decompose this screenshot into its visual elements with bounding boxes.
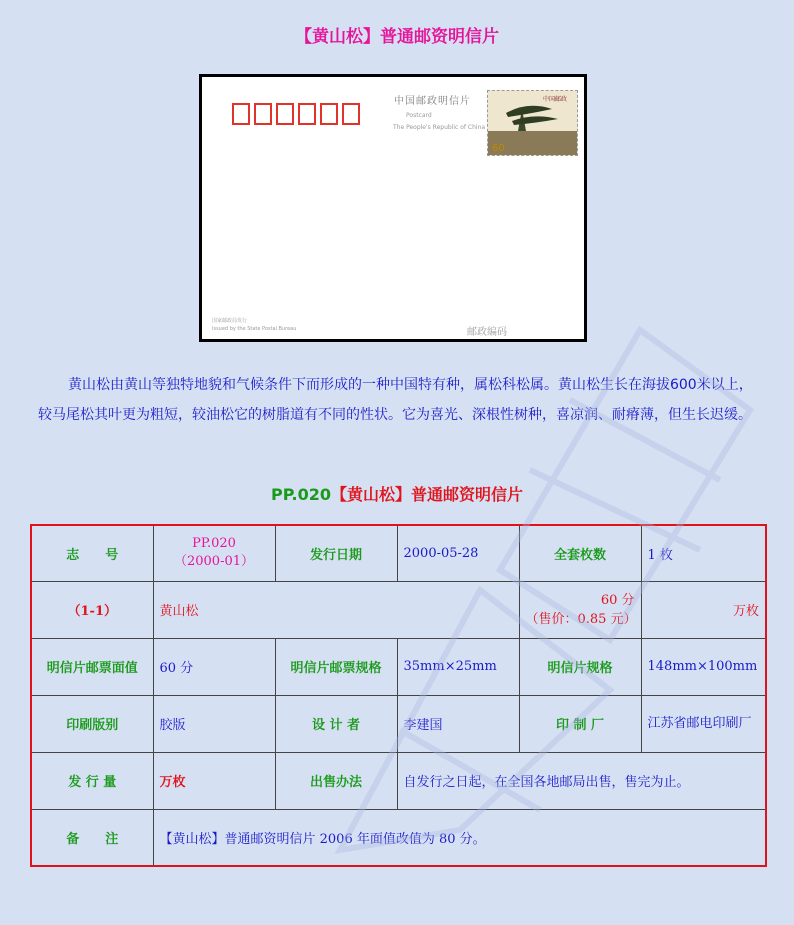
label-remarks: 备 注	[31, 809, 153, 866]
page-title: 【黄山松】普通邮资明信片	[295, 27, 499, 47]
item-quantity: 万枚	[641, 581, 766, 638]
postcard-header-cn: 中国邮政明信片	[394, 96, 471, 107]
label-issue-date: 发行日期	[275, 525, 397, 581]
value-remarks: 【黄山松】普通邮资明信片 2006 年面值改值为 80 分。	[153, 809, 766, 866]
value-catalog-no: PP.020 （2000-01）	[153, 525, 275, 581]
stamp-info-table	[30, 524, 767, 867]
value-print-method: 胶版	[153, 695, 275, 752]
subtitle-name: 【黄山松】普通邮资明信片	[330, 485, 523, 504]
label-set-count: 全套枚数	[519, 525, 641, 581]
value-circulation: 万枚	[153, 752, 275, 809]
description-text: 黄山松由黄山等独特地貌和气候条件下而形成的一种中国特有种，属松科松属。黄山松生长在海拔600米以上，较马尾松其叶更为粗短，较油松它的树脂道有不同的性状。它为喜光、深根性树种，喜凉润、耐瘠薄，但生长迟缓。	[38, 377, 753, 423]
postcard-header-en-sub: The People's Republic of China	[393, 124, 486, 131]
label-printer: 印 制 厂	[519, 695, 641, 752]
item-price: 60 分 （售价：0.85 元）	[519, 581, 641, 638]
table-row	[31, 581, 766, 638]
label-print-method: 印刷版别	[31, 695, 153, 752]
table-row	[31, 752, 766, 809]
postcode-boxes	[232, 103, 360, 125]
postcard-header-en: Postcard	[406, 112, 432, 119]
label-sale-method: 出售办法	[275, 752, 397, 809]
stamp-image	[487, 90, 578, 156]
label-circulation: 发 行 量	[31, 752, 153, 809]
table-row	[31, 695, 766, 752]
value-issue-date: 2000-05-28	[397, 525, 519, 581]
item-name: 黄山松	[153, 581, 519, 638]
postcard-image	[199, 74, 587, 342]
section-subtitle	[0, 482, 794, 505]
value-card-size: 148mm×100mm	[641, 638, 766, 695]
table-row	[31, 525, 766, 581]
label-designer: 设 计 者	[275, 695, 397, 752]
item-code: （1-1）	[31, 581, 153, 638]
value-sale-method: 自发行之日起，在全国各地邮局出售，售完为止。	[397, 752, 766, 809]
value-printer: 江苏省邮电印刷厂	[641, 695, 766, 752]
stamp-value: 60	[492, 143, 505, 154]
label-catalog-no: 志 号	[31, 525, 153, 581]
value-stamp-size: 35mm×25mm	[397, 638, 519, 695]
stamp-country: 中国邮政	[543, 96, 568, 103]
subtitle-code: PP.020	[270, 485, 331, 504]
postcode-label: 邮政编码	[467, 327, 507, 338]
postcard-issuer: 国家邮政局发行 Issued by the State Postal Bureau	[212, 318, 297, 332]
value-set-count: 1 枚	[641, 525, 766, 581]
value-face-value: 60 分	[153, 638, 275, 695]
label-face-value: 明信片邮票面值	[31, 638, 153, 695]
table-row	[31, 809, 766, 866]
table-row	[31, 638, 766, 695]
label-stamp-size: 明信片邮票规格	[275, 638, 397, 695]
value-designer: 李建国	[397, 695, 519, 752]
label-card-size: 明信片规格	[519, 638, 641, 695]
